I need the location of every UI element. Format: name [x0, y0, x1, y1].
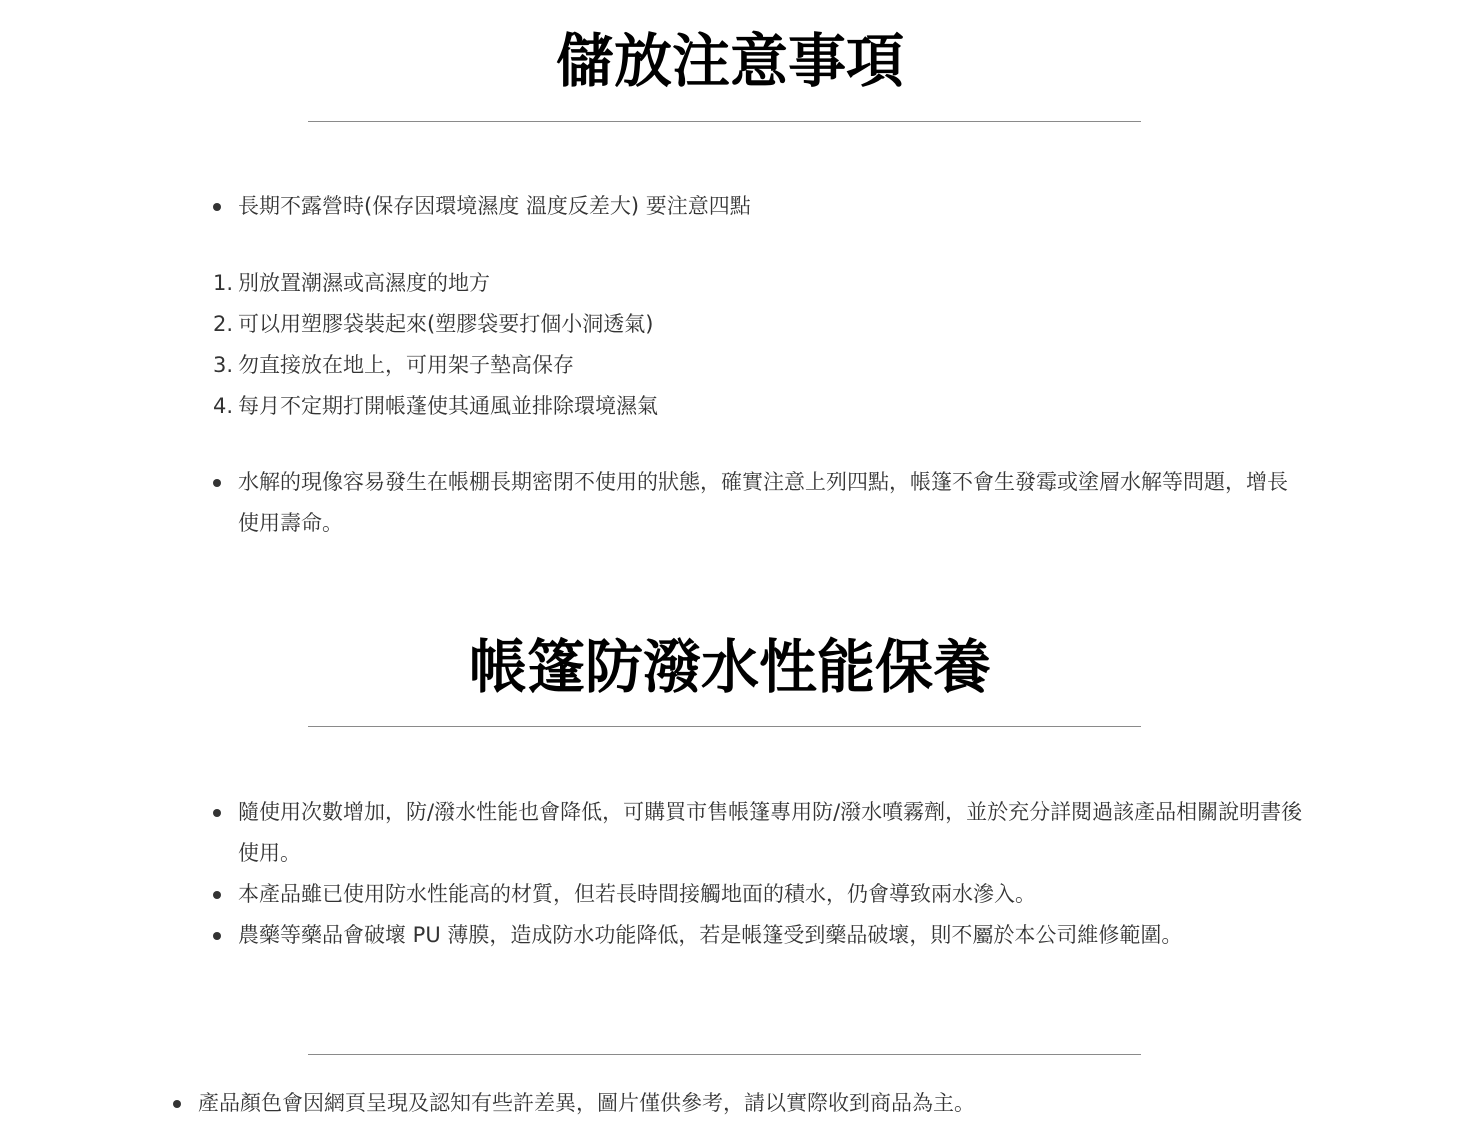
step-text: 勿直接放在地上，可用架子墊高保存 — [238, 353, 574, 377]
storage-intro-list — [213, 186, 1303, 227]
waterproof-list — [213, 792, 1303, 956]
list-item: 長期不露營時(保存因環境濕度 溫度反差大) 要注意四點 — [213, 186, 1303, 227]
divider-footer — [308, 1054, 1141, 1055]
divider-storage — [308, 121, 1141, 122]
step-text: 別放置潮濕或高濕度的地方 — [238, 271, 490, 295]
waterproof-title: 帳篷防潑水性能保養 — [468, 633, 991, 701]
step-number: 3. — [213, 353, 234, 377]
list-item: 隨使用次數增加，防/潑水性能也會降低，可購買市售帳篷專用防/潑水噴霧劑，並於充分詳閱過該產品相關說明書後使用。 — [213, 792, 1303, 874]
divider-waterproof — [308, 726, 1141, 727]
list-item — [213, 386, 1303, 427]
step-text: 每月不定期打開帳蓬使其通風並排除環境濕氣 — [238, 394, 658, 418]
storage-title: 儲放注意事項 — [555, 27, 904, 95]
step-number: 1. — [213, 271, 234, 295]
storage-note-list — [213, 462, 1303, 544]
list-item — [213, 304, 1303, 345]
footer-list — [173, 1083, 1373, 1124]
list-item — [213, 345, 1303, 386]
step-number: 4. — [213, 394, 234, 418]
list-item — [213, 263, 1303, 304]
step-number: 2. — [213, 312, 234, 336]
list-item: 本產品雖已使用防水性能高的材質，但若長時間接觸地面的積水，仍會導致兩水滲入。 — [213, 874, 1303, 915]
storage-steps-list — [213, 263, 1303, 427]
list-item: 水解的現像容易發生在帳棚長期密閉不使用的狀態，確實注意上列四點，帳篷不會生發霉或塗層水解等問題，增長使用壽命。 — [213, 462, 1303, 544]
step-text: 可以用塑膠袋裝起來(塑膠袋要打個小洞透氣) — [238, 312, 654, 336]
list-item: 農藥等藥品會破壞 PU 薄膜，造成防水功能降低，若是帳篷受到藥品破壞，則不屬於本公司維修範圍。 — [213, 915, 1303, 956]
footer-note: 產品顏色會因網頁呈現及認知有些許差異，圖片僅供參考，請以實際收到商品為主。 — [173, 1083, 1373, 1124]
